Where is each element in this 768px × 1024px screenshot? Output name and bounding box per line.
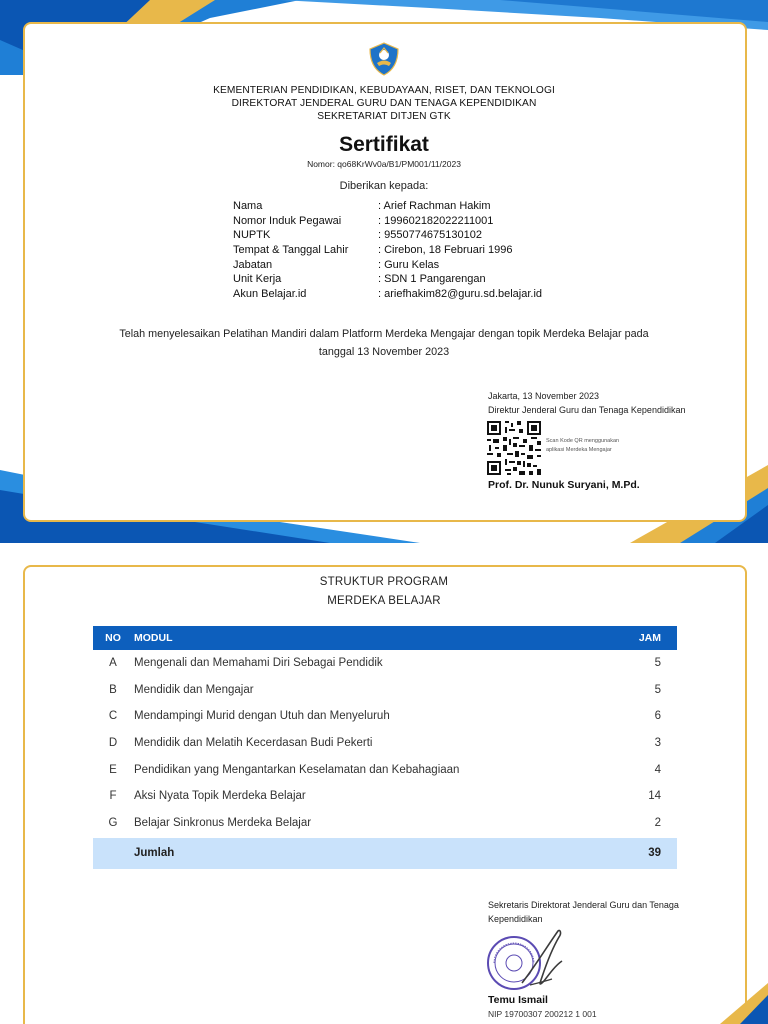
table-total-row <box>93 838 677 869</box>
field-row-jabatan <box>233 258 593 273</box>
header-module: MODUL <box>134 632 173 644</box>
statement-line-1: Telah menyelesaikan Pelatihan Mandiri dalam Platform Merdeka Mengajar dengan topik Merdeka Belajar pada <box>119 328 649 340</box>
field-value: : SDN 1 Pangarengan <box>378 273 486 286</box>
qr-note <box>546 437 619 455</box>
qr-note-line-1: Scan Kode QR menggunakan <box>546 438 620 444</box>
table-header <box>93 626 677 650</box>
field-label: Akun Belajar.id <box>233 288 307 301</box>
row-module: Mendidik dan Mengajar <box>134 683 254 696</box>
field-value: : Cirebon, 18 Februari 1996 <box>378 244 513 257</box>
row-module: Belajar Sinkronus Merdeka Belajar <box>134 817 312 830</box>
field-row-account <box>233 287 593 302</box>
field-row-unit <box>233 272 593 287</box>
ministry-line-1: KEMENTERIAN PENDIDIKAN, KEBUDAYAAN, RISET, DAN TEKNOLOGI <box>213 85 555 96</box>
secretary-nip: NIP 19700307 200212 1 001 <box>488 1009 597 1019</box>
sign-role: Direktur Jenderal Guru dan Tenaga Kependidikan <box>488 405 686 415</box>
row-module: Pendidikan yang Mengantarkan Keselamatan dan Kebahagiaan <box>134 763 460 776</box>
field-label: Nama <box>233 200 263 212</box>
field-label: Unit Kerja <box>233 273 282 286</box>
structure-title-line-2: MERDEKA BELAJAR <box>327 595 441 607</box>
row-hours: 6 <box>654 710 661 723</box>
certificate-title: Sertifikat <box>339 133 429 156</box>
table-row <box>93 783 677 810</box>
row-hours: 3 <box>654 737 661 750</box>
field-label: NUPTK <box>233 229 271 242</box>
signatory-name: Prof. Dr. Nunuk Suryani, M.Pd. <box>488 479 640 491</box>
row-no: F <box>109 790 117 803</box>
field-row-nip <box>233 214 593 229</box>
statement-line-2: tanggal 13 November 2023 <box>318 346 450 358</box>
table-row <box>93 703 677 730</box>
table-row <box>93 650 677 677</box>
recipient-fields <box>233 199 593 302</box>
field-value: : ariefhakim82@guru.sd.belajar.id <box>378 288 543 301</box>
header-no: NO <box>105 632 121 644</box>
total-hours: 39 <box>648 846 661 859</box>
qr-code-icon <box>487 421 541 475</box>
structure-title-line-1: STRUKTUR PROGRAM <box>319 576 449 588</box>
certificate-number: Nomor: qo68KrWv0a/B1/PM001/11/2023 <box>307 159 461 169</box>
row-hours: 14 <box>648 790 661 803</box>
row-no: D <box>108 737 118 750</box>
row-no: A <box>109 657 117 669</box>
row-no: G <box>108 817 118 830</box>
field-label: Nomor Induk Pegawai <box>233 214 342 227</box>
secretary-name: Temu Ismail <box>488 994 548 1006</box>
official-stamp-signature-icon <box>486 925 596 995</box>
field-value: : 199602182022211001 <box>378 214 494 227</box>
row-module: Mengenali dan Memahami Diri Sebagai Pendidik <box>134 657 383 669</box>
row-no: B <box>109 683 117 696</box>
row-no: C <box>108 710 118 723</box>
qr-note-line-2: aplikasi Merdeka Mengajar <box>546 447 612 453</box>
corner-decoration <box>700 983 768 1024</box>
field-label: Tempat & Tanggal Lahir <box>233 244 349 257</box>
table-row <box>93 810 677 837</box>
given-to-label: Diberikan kepada: <box>339 180 429 192</box>
secretary-role: Sekretaris Direktorat Jenderal Guru dan Tenaga Kependidikan <box>488 900 679 924</box>
module-table <box>93 626 677 869</box>
field-value: : Arief Rachman Hakim <box>378 200 491 212</box>
table-row <box>93 757 677 784</box>
field-row-nama <box>233 199 593 214</box>
row-hours: 5 <box>654 657 661 669</box>
program-structure-page <box>0 543 768 1024</box>
field-value: : 9550774675130102 <box>378 229 482 242</box>
field-row-birth <box>233 243 593 258</box>
ministry-line-2: DIREKTORAT JENDERAL GURU DAN TENAGA KEPENDIDIKAN <box>231 98 537 109</box>
field-row-nuptk <box>233 228 593 243</box>
total-label: Jumlah <box>134 846 175 859</box>
row-hours: 5 <box>654 683 661 696</box>
row-module: Mendampingi Murid dengan Utuh dan Menyeluruh <box>134 710 390 723</box>
row-hours: 4 <box>654 763 661 776</box>
row-module: Mendidik dan Melatih Kecerdasan Budi Pekerti <box>134 737 373 750</box>
table-row <box>93 677 677 704</box>
field-label: Jabatan <box>233 258 273 271</box>
header-hours: JAM <box>638 632 661 644</box>
ministry-line-3: SEKRETARIAT DITJEN GTK <box>317 111 451 122</box>
row-no: E <box>109 763 117 776</box>
tut-wuri-handayani-logo-icon <box>368 42 400 76</box>
sign-place-date: Jakarta, 13 November 2023 <box>488 391 600 401</box>
row-module: Aksi Nyata Topik Merdeka Belajar <box>134 790 306 803</box>
table-row <box>93 730 677 757</box>
field-value: : Guru Kelas <box>378 258 440 271</box>
row-hours: 2 <box>654 817 661 830</box>
